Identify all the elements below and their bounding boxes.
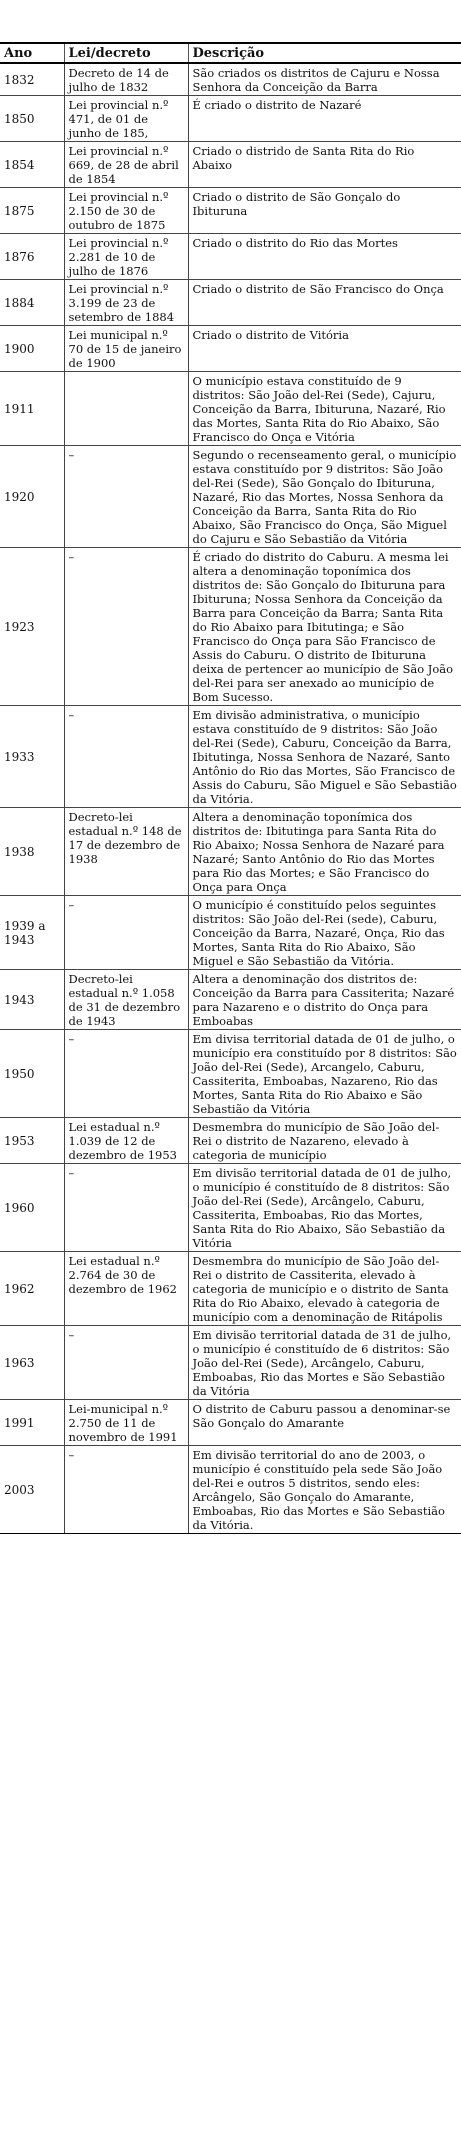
year-cell: 1991: [0, 1400, 64, 1446]
law-cell: Lei provincial n.º 471, de 01 de junho de 185,: [64, 96, 188, 142]
description-cell: Criado o distrito de São Francisco do Onça: [188, 280, 461, 326]
law-cell: –: [64, 1326, 188, 1400]
table-row: [0, 706, 461, 808]
law-cell: Lei municipal n.º 70 de 15 de janeiro de 1900: [64, 326, 188, 372]
table-row: [0, 372, 461, 446]
law-cell: Lei-municipal n.º 2.750 de 11 de novembro de 1991: [64, 1400, 188, 1446]
table-row: [0, 1446, 461, 1534]
year-cell: 1920: [0, 446, 64, 548]
description-cell: O município estava constituído de 9 distritos: São João del-Rei (Sede), Cajuru, Conceição da Barra, Ibituruna, Nazaré, Rio das Mortes, Santa Rita do Rio Abaixo, São Francisco do Onça e Vitória: [188, 372, 461, 446]
law-cell: –: [64, 706, 188, 808]
table-header: [0, 43, 461, 63]
table-row: [0, 1326, 461, 1400]
description-cell: Desmembra do município de São João del-Rei o distrito de Nazareno, elevado à categoria de município: [188, 1118, 461, 1164]
year-cell: 1939 a 1943: [0, 896, 64, 970]
table-row: [0, 142, 461, 188]
header-ano: Ano: [0, 43, 64, 63]
description-cell: Segundo o recenseamento geral, o município estava constituído por 9 distritos: São João del-Rei (Sede), São Gonçalo do Ibituruna, Nazaré, Rio das Mortes, Nossa Senhora da Conceição da Barra, Santa Rita do Rio Abaixo, São Francisco do Onça, São Miguel do Cajuru e São Sebastião da Vitória: [188, 446, 461, 548]
description-cell: São criados os distritos de Cajuru e Nossa Senhora da Conceição da Barra: [188, 63, 461, 96]
table-row: [0, 1164, 461, 1252]
year-cell: 1923: [0, 548, 64, 706]
law-cell: Decreto-lei estadual n.º 148 de 17 de dezembro de 1938: [64, 808, 188, 896]
law-cell: [64, 372, 188, 446]
year-cell: 1884: [0, 280, 64, 326]
table-row: [0, 188, 461, 234]
table-row: [0, 280, 461, 326]
description-cell: Em divisão territorial do ano de 2003, o município é constituído pela sede São João del-Rei e outros 5 distritos, sendo eles: Arcângelo, São Gonçalo do Amarante, Emboabas, Rio das Mortes e São Sebastião da Vitória.: [188, 1446, 461, 1534]
description-cell: É criado o distrito de Nazaré: [188, 96, 461, 142]
description-cell: Em divisão territorial datada de 01 de julho, o município é constituído de 8 distritos: São João del-Rei (Sede), Arcângelo, Caburu, Cassiterita, Emboabas, Rio das Mortes, Santa Rita do Rio Abaixo, São Sebastião da Vitória: [188, 1164, 461, 1252]
law-cell: Lei provincial n.º 2.150 de 30 de outubro de 1875: [64, 188, 188, 234]
table-row: [0, 896, 461, 970]
table-row: [0, 234, 461, 280]
year-cell: 1850: [0, 96, 64, 142]
year-cell: 1943: [0, 970, 64, 1030]
table-row: [0, 446, 461, 548]
year-cell: 1911: [0, 372, 64, 446]
header-lei-decreto: Lei/decreto: [64, 43, 188, 63]
table-body: [0, 63, 461, 1534]
description-cell: Criado o distrito de Vitória: [188, 326, 461, 372]
year-cell: 1933: [0, 706, 64, 808]
description-cell: Em divisa territorial datada de 01 de julho, o município era constituído por 8 distritos: São João del-Rei (Sede), Arcangelo, Caburu, Cassiterita, Emboabas, Nazareno, Rio das Mortes, Santa Rita do Rio Abaixo e São Sebastião da Vitória: [188, 1030, 461, 1118]
description-cell: É criado do distrito do Caburu. A mesma lei altera a denominação toponímica dos distritos de: São Gonçalo do Ibituruna para Ibituruna; Nossa Senhora da Conceição da Barra para Conceição da Barra; Santa Rita do Rio Abaixo para Ibitutinga; e São Francisco do Onça para São Francisco de Assis do Caburu. O distrito de Ibituruna deixa de pertencer ao município de São João del-Rei para ser anexado ao município de Bom Sucesso.: [188, 548, 461, 706]
year-cell: 2003: [0, 1446, 64, 1534]
table-row: [0, 970, 461, 1030]
year-cell: 1960: [0, 1164, 64, 1252]
header-descricao: Descrição: [188, 43, 461, 63]
description-cell: Em divisão territorial datada de 31 de julho, o município é constituído de 6 distritos: São João del-Rei (Sede), Arcângelo, Caburu, Emboabas, Rio das Mortes e São Sebastião da Vitória: [188, 1326, 461, 1400]
year-cell: 1962: [0, 1252, 64, 1326]
description-cell: Criado o distrito do Rio das Mortes: [188, 234, 461, 280]
year-cell: 1876: [0, 234, 64, 280]
description-cell: Desmembra do município de São João del-Rei o distrito de Cassiterita, elevado à categoria de município e o distrito de Santa Rita do Rio Abaixo, elevado à categoria de município com a denominação de Ritápolis: [188, 1252, 461, 1326]
law-cell: Lei estadual n.º 2.764 de 30 de dezembro de 1962: [64, 1252, 188, 1326]
table-row: [0, 808, 461, 896]
law-cell: –: [64, 1446, 188, 1534]
year-cell: 1900: [0, 326, 64, 372]
table-row: [0, 1400, 461, 1446]
history-table-container: [0, 42, 461, 1534]
table-row: [0, 326, 461, 372]
law-cell: Decreto de 14 de julho de 1832: [64, 63, 188, 96]
year-cell: 1938: [0, 808, 64, 896]
law-cell: Lei provincial n.º 669, de 28 de abril de 1854: [64, 142, 188, 188]
district-history-table: [0, 42, 461, 1534]
description-cell: Em divisão administrativa, o município estava constituído de 9 distritos: São João del-Rei (Sede), Caburu, Conceição da Barra, Ibitutinga, Nossa Senhora de Nazaré, Santo Antônio do Rio das Mortes, São Francisco de Assis do Caburu, São Miguel e São Sebastião da Vitória.: [188, 706, 461, 808]
description-cell: Altera a denominação dos distritos de: Conceição da Barra para Cassiterita; Nazaré para Nazareno e o distrito do Onça para Emboabas: [188, 970, 461, 1030]
law-cell: Lei provincial n.º 2.281 de 10 de julho de 1876: [64, 234, 188, 280]
law-cell: –: [64, 896, 188, 970]
table-row: [0, 63, 461, 96]
law-cell: Lei provincial n.º 3.199 de 23 de setembro de 1884: [64, 280, 188, 326]
description-cell: O distrito de Caburu passou a denominar-se São Gonçalo do Amarante: [188, 1400, 461, 1446]
table-row: [0, 1252, 461, 1326]
table-row: [0, 1118, 461, 1164]
description-cell: Criado o distrito de São Gonçalo do Ibituruna: [188, 188, 461, 234]
year-cell: 1832: [0, 63, 64, 96]
table-row: [0, 1030, 461, 1118]
table-row: [0, 96, 461, 142]
law-cell: Decreto-lei estadual n.º 1.058 de 31 de dezembro de 1943: [64, 970, 188, 1030]
description-cell: Criado o distrido de Santa Rita do Rio Abaixo: [188, 142, 461, 188]
year-cell: 1950: [0, 1030, 64, 1118]
year-cell: 1875: [0, 188, 64, 234]
law-cell: –: [64, 1030, 188, 1118]
law-cell: –: [64, 1164, 188, 1252]
law-cell: Lei estadual n.º 1.039 de 12 de dezembro de 1953: [64, 1118, 188, 1164]
law-cell: –: [64, 548, 188, 706]
year-cell: 1963: [0, 1326, 64, 1400]
law-cell: –: [64, 446, 188, 548]
description-cell: O município é constituído pelos seguintes distritos: São João del-Rei (sede), Caburu, Conceição da Barra, Nazaré, Onça, Rio das Mortes, Santa Rita do Rio Abaixo, São Miguel e São Sebastião da Vitória.: [188, 896, 461, 970]
table-row: [0, 548, 461, 706]
description-cell: Altera a denominação toponímica dos distritos de: Ibitutinga para Santa Rita do Rio Abaixo; Nossa Senhora de Nazaré para Nazaré; Santo Antônio do Rio das Mortes para Rio das Mortes; e São Francisco do Onça para Onça: [188, 808, 461, 896]
year-cell: 1854: [0, 142, 64, 188]
year-cell: 1953: [0, 1118, 64, 1164]
header-row: [0, 43, 461, 63]
